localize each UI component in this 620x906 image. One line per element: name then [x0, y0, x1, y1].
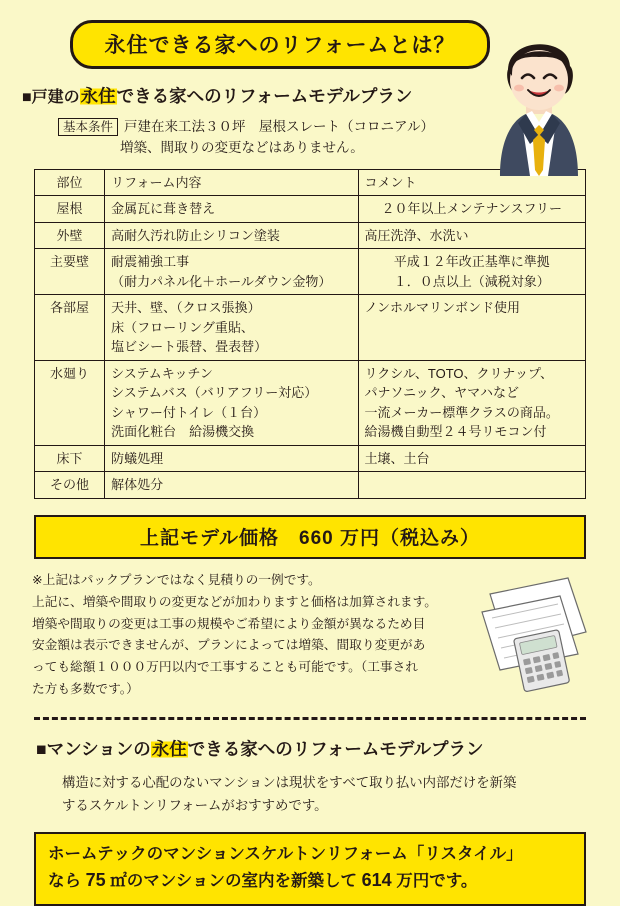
- row-content: [105, 249, 358, 295]
- section2-heading-prefix: ■マンションの: [36, 738, 151, 759]
- table-row: [35, 222, 586, 249]
- row-content-line: 金属瓦に葺き替え: [111, 201, 216, 217]
- page-title: 永住できる家へのリフォームとは？: [104, 34, 456, 57]
- row-part: 床下: [35, 445, 105, 472]
- row-comment-line: ノンホルマリンボンド使用: [364, 300, 520, 316]
- section2-body-line: 構造に対する心配のないマンションは現状をすべて取り払い内部だけを新築: [62, 774, 517, 790]
- row-comment: [358, 295, 585, 361]
- section2-heading: [36, 736, 598, 761]
- row-content-line: シャワー付トイレ（１台）: [111, 404, 267, 420]
- section2-body-line: するスケルトンリフォームがおすすめです。: [62, 798, 328, 814]
- table-row: [35, 360, 586, 445]
- basic-conditions-line2: 増築、間取りの変更などはありません。: [120, 139, 364, 155]
- section1-heading-highlight: 永住: [80, 86, 116, 106]
- title-banner: [70, 20, 490, 69]
- row-comment-line: 土壌、土台: [364, 450, 430, 466]
- row-comment: [358, 360, 585, 445]
- note-line: ※上記はパックプランではなく見積りの一例です。: [32, 572, 321, 587]
- restyle-price-value: 614: [361, 869, 392, 890]
- row-comment-line: １．０点以上（減税対象）: [393, 273, 550, 289]
- row-comment: [358, 472, 585, 499]
- row-content: [105, 360, 358, 445]
- basic-conditions-label: 基本条件: [58, 118, 118, 136]
- row-content-line: 床（フローリング重貼、: [111, 319, 254, 335]
- restyle-line2-a: なら: [48, 871, 86, 890]
- restyle-highlight-box: [34, 832, 586, 906]
- row-comment: [358, 222, 585, 249]
- restyle-line2: [48, 867, 572, 894]
- row-content: [105, 295, 358, 361]
- row-comment-line: リクシル、TOTO、クリナップ、: [364, 365, 553, 381]
- row-content: [105, 196, 358, 223]
- row-comment-line: 平成１２年改正基準に準拠: [393, 254, 550, 270]
- row-comment-line: パナソニック、ヤマハなど: [364, 385, 519, 401]
- row-content-line: 防蟻処理: [111, 450, 164, 466]
- row-comment: [358, 196, 585, 223]
- note-line: 上記に、増築や間取りの変更などが加わりますと価格は加算されます。: [32, 594, 437, 609]
- row-comment: [358, 249, 585, 295]
- dashed-divider: [34, 717, 586, 720]
- table-row: [35, 445, 586, 472]
- documents-calculator-illustration: [462, 572, 594, 692]
- section2-heading-highlight: 永住: [151, 738, 187, 759]
- row-part: 水廻り: [35, 360, 105, 445]
- row-content-line: 解体処分: [111, 477, 164, 493]
- row-content-line: 高耐久汚れ防止シリコン塗装: [111, 227, 280, 243]
- row-part: 外壁: [35, 222, 105, 249]
- row-content-line: 天井、壁、（クロス張換）: [111, 300, 261, 316]
- table-header-comment: コメント: [358, 169, 585, 196]
- model-price-box: [34, 515, 586, 559]
- note-line: 増築や間取りの変更は工事の規模やご希望により金額が異なるため目: [32, 616, 426, 631]
- table-row: [35, 472, 586, 499]
- row-comment: [358, 445, 585, 472]
- model-price-text: 上記モデル価格 660 万円（税込み）: [139, 527, 481, 549]
- row-content-line: 塩ビシート張替、畳表替）: [111, 339, 268, 355]
- table-row: [35, 196, 586, 223]
- section2-heading-suffix: できる家へのリフォームモデルプラン: [187, 738, 484, 759]
- flyer-page: [0, 20, 620, 899]
- table-header-content: リフォーム内容: [105, 169, 358, 196]
- section1-heading-suffix: できる家へのリフォームモデルプラン: [116, 86, 413, 106]
- row-part: 各部屋: [35, 295, 105, 361]
- row-content-line: （耐力パネル化＋ホールダウン金物）: [111, 273, 332, 289]
- section2-body: [62, 771, 598, 818]
- basic-conditions-line1: 戸建在来工法３０坪 屋根スレート（コロニアル）: [124, 119, 434, 134]
- row-part: 屋根: [35, 196, 105, 223]
- row-comment-line: 給湯機自動型２４号リモコン付: [364, 424, 547, 440]
- restyle-line2-c: 万円です。: [391, 871, 478, 890]
- section1-heading-prefix: ■戸建の: [22, 89, 80, 106]
- row-comment-line: 高圧洗浄、水洗い: [364, 227, 469, 243]
- row-content: [105, 222, 358, 249]
- note-line: た方も多数です。）: [32, 682, 139, 697]
- row-content: [105, 445, 358, 472]
- row-part: その他: [35, 472, 105, 499]
- row-content-line: 耐震補強工事: [111, 254, 190, 270]
- table-header-part: 部位: [35, 169, 105, 196]
- reform-plan-table: [34, 169, 586, 499]
- restyle-area-value: 75: [85, 869, 106, 890]
- row-comment-line: 一流メーカー標準クラスの商品。: [364, 404, 559, 420]
- restyle-line2-b: ㎡のマンションの室内を新築して: [105, 871, 362, 890]
- row-content-line: システムキッチン: [111, 365, 213, 381]
- row-part: 主要壁: [35, 249, 105, 295]
- row-content: [105, 472, 358, 499]
- note-line: っても総額１０００万円以内で工事することも可能です。（工事され: [32, 660, 418, 675]
- table-row: [35, 249, 586, 295]
- row-content-line: 洗面化粧台 給湯機交換: [111, 424, 255, 440]
- note-line: 安金額は表示できませんが、プランによっては増築、間取り変更があ: [32, 638, 426, 653]
- row-content-line: システムバス（バリアフリー対応）: [111, 385, 318, 401]
- restyle-line1: ホームテックのマンションスケルトンリフォーム「リスタイル」: [48, 844, 523, 863]
- table-row: [35, 295, 586, 361]
- note-paragraph: [32, 570, 512, 701]
- row-comment-line: ２０年以上メンテナンスフリー: [381, 201, 562, 217]
